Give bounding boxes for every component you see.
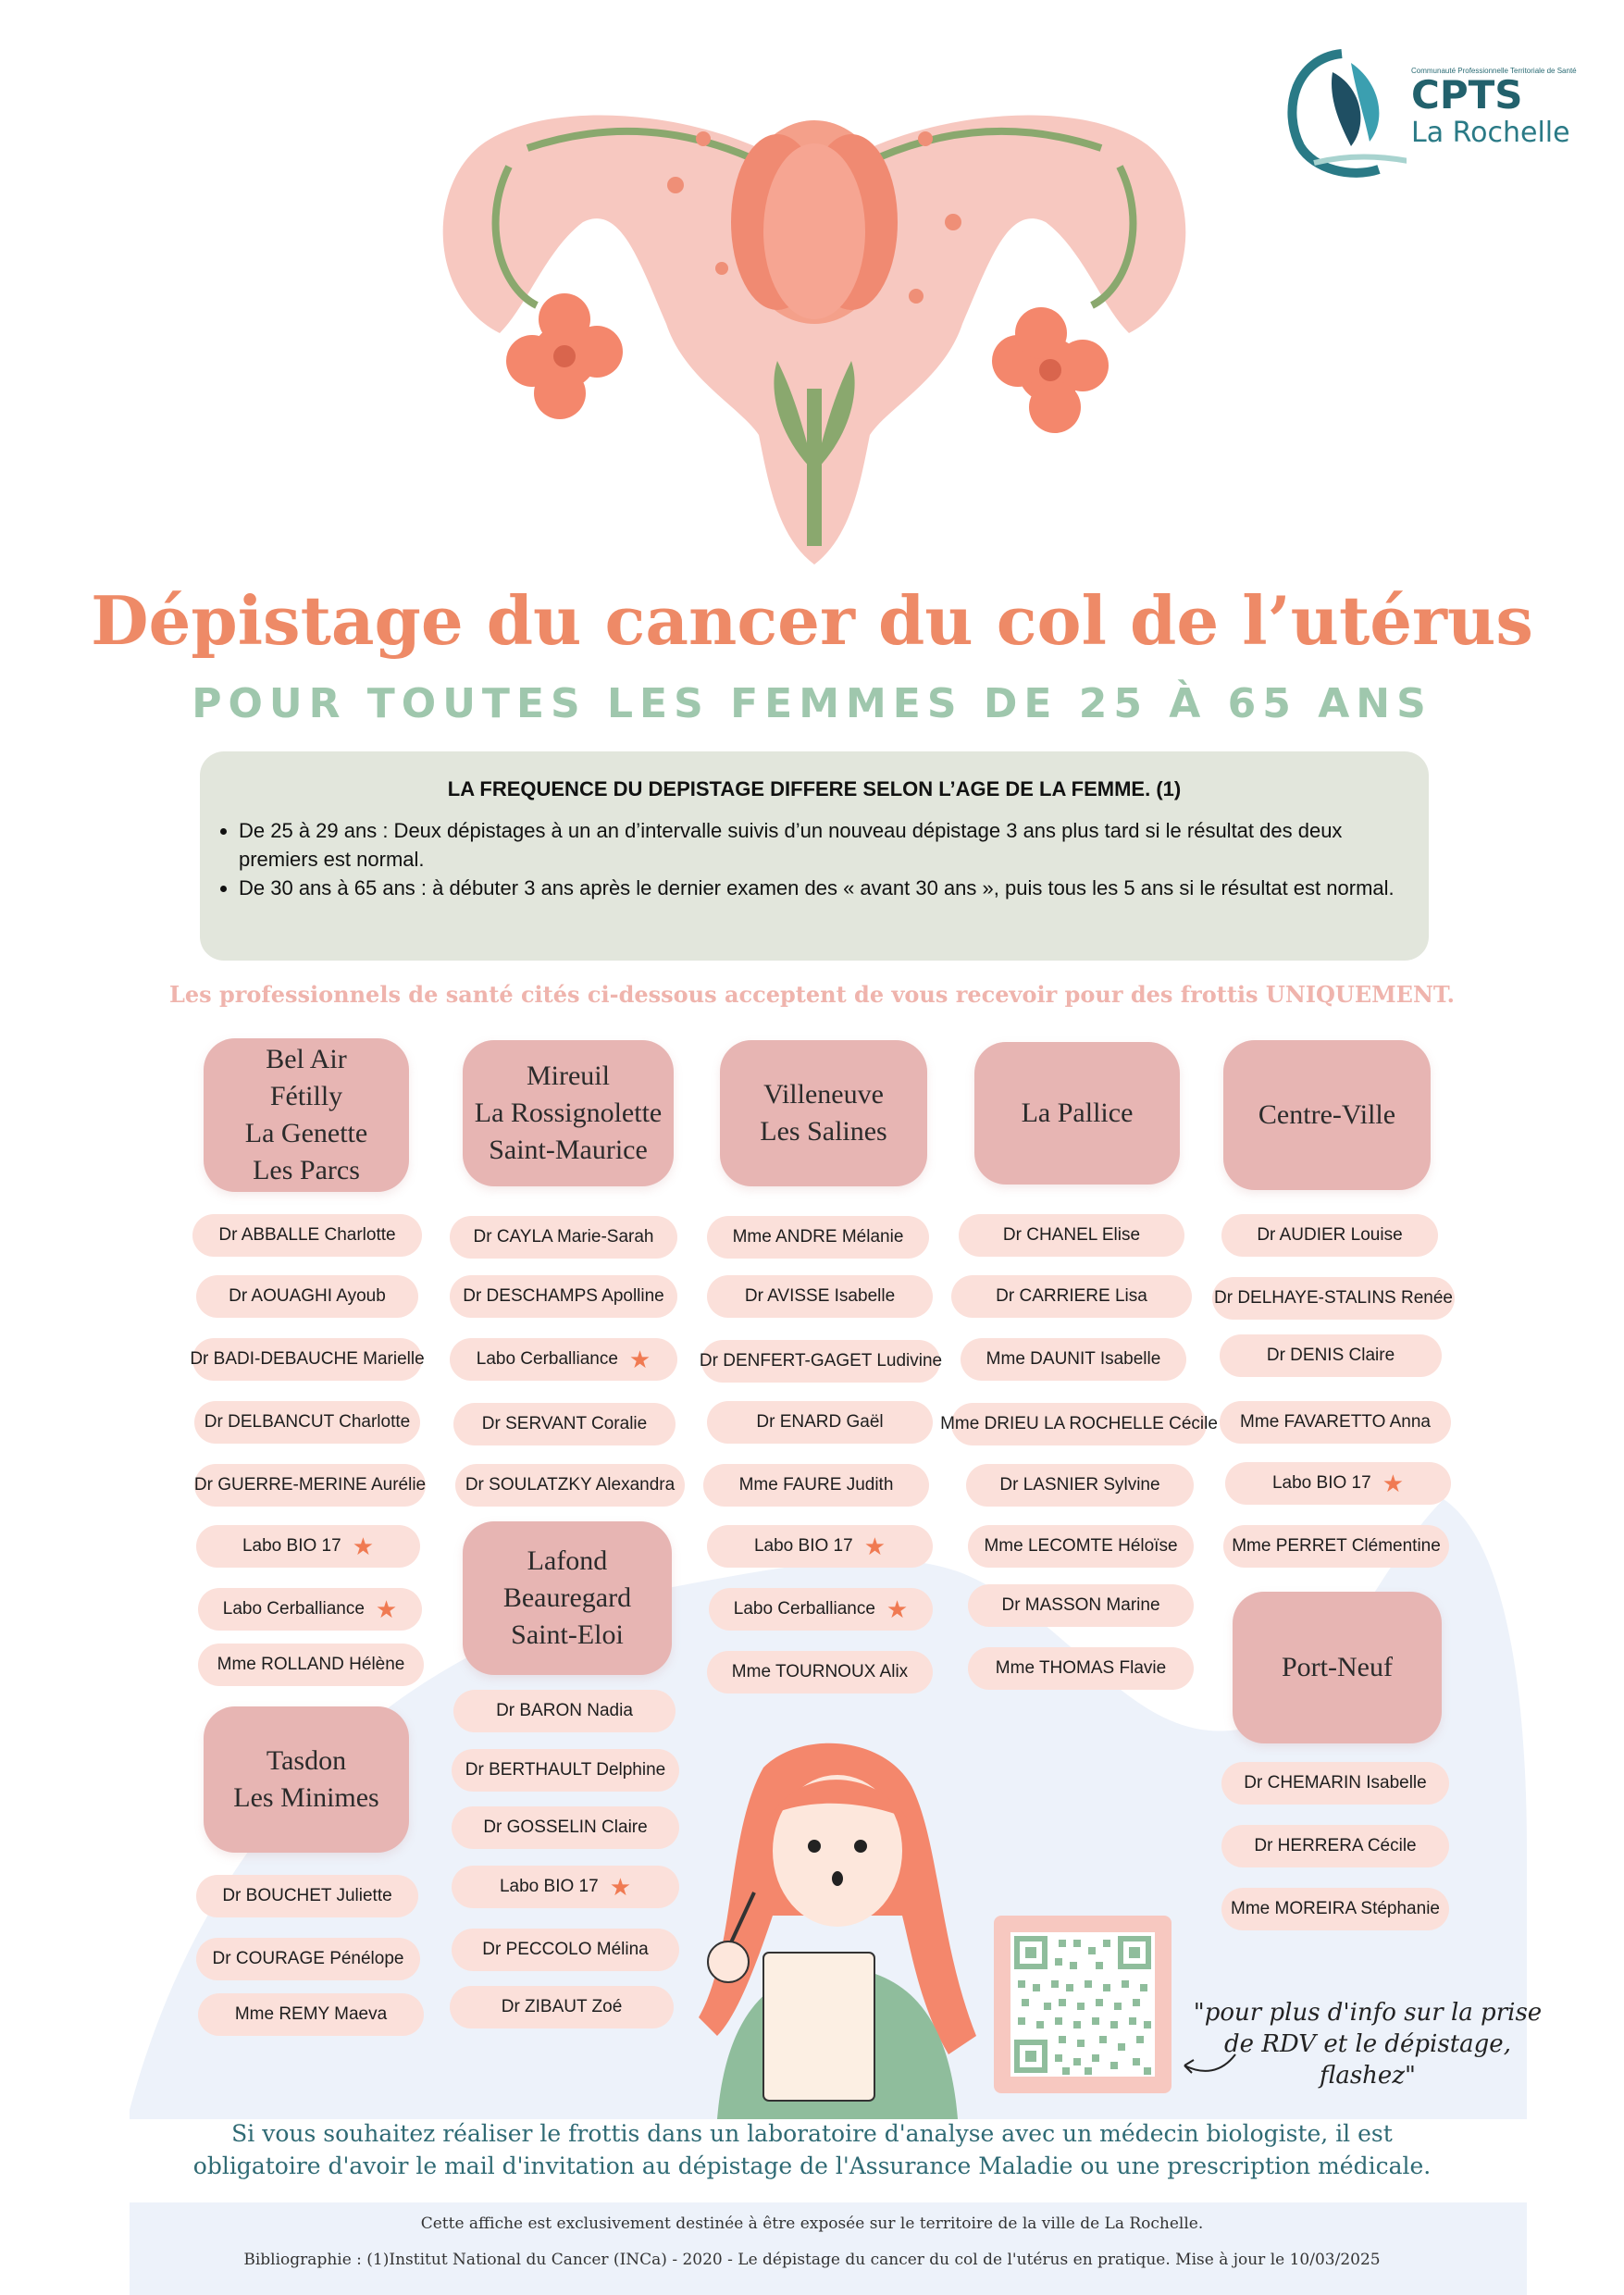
practitioner-item <box>198 1644 424 1686</box>
practitioner-item-lab <box>450 1338 677 1381</box>
lab-information <box>0 2117 1624 2182</box>
practitioner-item <box>194 1401 420 1444</box>
lab-information-text: Si vous souhaitez réaliser le frottis dans un laboratoire d'analyse avec un médecin biologiste, il est obligatoire d'avoir le mail d'invitation au dépistage de l'Assurance Maladie ou une prescription médicale. <box>192 2120 1432 2179</box>
practitioner-name: Dr LASNIER Sylvine <box>999 1475 1160 1495</box>
practitioner-item <box>968 1647 1194 1690</box>
practitioner-item-lab <box>709 1588 933 1631</box>
practitioner-item <box>450 1216 677 1259</box>
logo-tagline: Communauté Professionnelle Territoriale de Santé <box>1411 67 1577 75</box>
practitioner-name: Dr HERRERA Cécile <box>1254 1836 1417 1855</box>
practitioner-name: Mme THOMAS Flavie <box>995 1658 1167 1678</box>
practitioner-item <box>699 1340 943 1383</box>
practitioner-name: Dr AVISSE Isabelle <box>744 1286 896 1306</box>
practitioner-item <box>453 1690 676 1732</box>
star-icon: ★ <box>352 1532 374 1560</box>
cpts-logo-icon <box>1277 44 1407 183</box>
practitioner-item <box>453 1403 676 1445</box>
frequency-list <box>218 816 1423 902</box>
practitioner-name: Mme FAVARETTO Anna <box>1240 1412 1431 1432</box>
practitioner-name: Dr COURAGE Pénélope <box>212 1949 404 1968</box>
practitioner-item <box>450 1986 674 2028</box>
practitioner-name: Dr DESCHAMPS Apolline <box>463 1286 664 1306</box>
practitioner-item-lab <box>1225 1462 1451 1505</box>
practitioner-name: Mme MOREIRA Stéphanie <box>1231 1899 1440 1918</box>
practitioner-item <box>707 1216 929 1259</box>
star-icon: ★ <box>609 1873 631 1901</box>
star-icon: ★ <box>375 1595 398 1623</box>
star-icon: ★ <box>886 1595 909 1623</box>
practitioner-item <box>961 1338 1186 1381</box>
practitioner-item <box>194 1464 426 1507</box>
practitioner-item <box>940 1403 1218 1445</box>
frequency-box <box>200 751 1429 961</box>
frequency-item: • De 30 ans à 65 ans : à débuter 3 ans après le dernier examen des « avant 30 ans », puis tous les 5 ans si le résultat est normal. <box>239 874 1423 902</box>
practitioner-item <box>703 1464 929 1507</box>
practitioner-item <box>1220 1334 1442 1377</box>
practitioner-name: Dr CHANEL Elise <box>1002 1225 1141 1245</box>
practitioner-name: Dr SOULATZKY Alexandra <box>465 1475 676 1495</box>
practitioner-item <box>707 1651 933 1693</box>
practitioner-item <box>1223 1525 1449 1568</box>
practitioner-name: Dr DENIS Claire <box>1266 1346 1395 1365</box>
practitioner-name: Labo Cerballiance <box>222 1599 365 1619</box>
practitioner-name: Dr GOSSELIN Claire <box>483 1817 648 1837</box>
practitioner-name: Labo Cerballiance <box>476 1349 618 1369</box>
practitioner-name: Dr BOUCHET Juliette <box>222 1886 392 1905</box>
practitioner-name: Dr CHEMARIN Isabelle <box>1244 1773 1427 1793</box>
practitioner-item-lab <box>707 1525 933 1568</box>
practitioner-item <box>455 1464 685 1507</box>
practitioner-name: Mme ANDRE Mélanie <box>732 1227 904 1247</box>
practitioner-name: Dr AOUAGHI Ayoub <box>229 1286 386 1306</box>
practitioner-name: Dr ZIBAUT Zoé <box>501 1997 623 2016</box>
practitioner-name: Dr MASSON Marine <box>1001 1595 1160 1615</box>
practitioner-name: Dr DENFERT-GAGET Ludivine <box>699 1351 943 1371</box>
logo-name: CPTS <box>1411 72 1523 118</box>
footer-bibliography: Bibliographie : (1)Institut National du Cancer (INCa) - 2020 - Le dépistage du cancer du col de l'utérus en pratique. Mise à jour le 10/03/2025 <box>243 2251 1381 2269</box>
practitioner-name: Mme LECOMTE Héloïse <box>984 1536 1178 1556</box>
practitioner-name: Dr ABBALLE Charlotte <box>218 1225 396 1245</box>
practitioner-item <box>951 1275 1192 1318</box>
practitioner-name: Mme DAUNIT Isabelle <box>986 1349 1161 1369</box>
practitioner-item <box>196 1875 418 1917</box>
qr-code-icon[interactable] <box>1010 1932 1155 2077</box>
district-header-mireuil: Mireuil La Rossignolette Saint-Maurice <box>463 1040 674 1186</box>
practitioner-item <box>196 1938 420 1980</box>
practitioner-item <box>959 1214 1184 1257</box>
woman-illustration <box>662 1731 990 2119</box>
uterus-illustration <box>370 83 1258 574</box>
practitioner-name: Mme DRIEU LA ROCHELLE Cécile <box>940 1414 1218 1433</box>
practitioner-item-lab <box>196 1525 420 1568</box>
district-header-portneuf: Port-Neuf <box>1233 1592 1442 1743</box>
practitioner-item <box>1221 1825 1449 1867</box>
star-icon: ★ <box>863 1532 886 1560</box>
practitioner-name: Dr BERTHAULT Delphine <box>465 1760 666 1780</box>
practitioner-name: Dr CARRIERE Lisa <box>996 1286 1147 1306</box>
practitioner-item <box>452 1749 679 1792</box>
star-icon: ★ <box>1382 1470 1404 1497</box>
practitioner-name: Labo BIO 17 <box>1271 1473 1371 1493</box>
practitioner-name: Mme FAURE Judith <box>738 1475 894 1495</box>
practitioner-item-lab <box>198 1588 422 1631</box>
practitioner-name: Dr SERVANT Coralie <box>481 1414 648 1433</box>
practitioner-name: Labo Cerballiance <box>733 1599 875 1619</box>
star-icon: ★ <box>628 1346 651 1373</box>
practitioner-name: Dr ENARD Gaël <box>756 1412 884 1432</box>
practitioner-item <box>450 1275 677 1318</box>
practitioner-item <box>707 1401 933 1444</box>
qr-note: "pour plus d'info sur la prise de RDV et le dépistage, flashez" <box>1193 1999 1543 2090</box>
practitioner-item <box>192 1214 422 1257</box>
practitioner-item <box>190 1338 425 1381</box>
footer-display-note: Cette affiche est exclusivement destinée à être exposée sur le territoire de la ville de La Rochelle. <box>420 2214 1204 2233</box>
practitioner-item <box>1221 1214 1438 1257</box>
practitioner-item <box>198 1993 424 2036</box>
practitioner-item <box>968 1584 1194 1627</box>
page-title: Dépistage du cancer du col de l’utérus <box>91 581 1533 660</box>
practitioner-item <box>1220 1401 1451 1444</box>
practitioner-name: Dr CAYLA Marie-Sarah <box>473 1227 654 1247</box>
practitioner-name: Dr PECCOLO Mélina <box>482 1940 649 1959</box>
practitioner-name: Labo BIO 17 <box>499 1877 599 1896</box>
frequency-item: • De 25 à 29 ans : Deux dépistages à un an d’intervalle suivis d’un nouveau dépistage 3 ans plus tard si le résultat des deux premiers est normal. <box>239 816 1423 874</box>
practitioner-item <box>196 1275 418 1318</box>
practitioner-name: Dr AUDIER Louise <box>1257 1225 1403 1245</box>
practitioner-name: Mme ROLLAND Hélène <box>217 1655 405 1674</box>
practitioner-item <box>452 1806 679 1849</box>
practitioner-item <box>966 1464 1194 1507</box>
practitioner-name: Dr GUERRE-MERINE Aurélie <box>193 1475 427 1495</box>
notice-text: Les professionnels de santé cités ci-dessous acceptent de vous recevoir pour des frottis UNIQUEMENT. <box>168 981 1456 1008</box>
logo-city: La Rochelle <box>1411 117 1570 149</box>
district-header-belair: Bel Air Fétilly La Genette Les Parcs <box>204 1038 409 1192</box>
district-header-lafond: Lafond Beauregard Saint-Eloi <box>463 1521 672 1675</box>
district-header-villeneuve: Villeneuve Les Salines <box>720 1040 927 1186</box>
practitioner-name: Mme REMY Maeva <box>234 2004 388 2024</box>
practitioner-item-lab <box>452 1866 679 1908</box>
practitioner-name: Dr DELBANCUT Charlotte <box>204 1412 411 1432</box>
arrow-icon <box>1175 2045 1240 2082</box>
practitioner-item <box>968 1525 1194 1568</box>
practitioner-name: Dr BADI-DEBAUCHE Marielle <box>190 1349 425 1369</box>
page-subtitle: POUR TOUTES LES FEMMES DE 25 À 65 ANS <box>192 680 1432 727</box>
practitioner-name: Labo BIO 17 <box>242 1536 341 1556</box>
district-header-tasdon: Tasdon Les Minimes <box>204 1706 409 1853</box>
practitioner-name: Labo BIO 17 <box>753 1536 853 1556</box>
practitioner-name: Dr DELHAYE-STALINS Renée <box>1214 1288 1453 1308</box>
district-header-centre: Centre-Ville <box>1223 1040 1431 1190</box>
practitioner-item <box>1221 1762 1449 1805</box>
practitioner-name: Dr BARON Nadia <box>496 1701 633 1720</box>
practitioner-item <box>452 1929 679 1971</box>
practitioner-item <box>707 1275 933 1318</box>
practitioner-name: Mme TOURNOUX Alix <box>731 1662 909 1681</box>
frequency-heading: LA FREQUENCE DU DEPISTAGE DIFFERE SELON L’AGE DE LA FEMME. (1) <box>447 777 1182 800</box>
practitioner-item <box>1212 1277 1455 1320</box>
district-header-pallice: La Pallice <box>974 1042 1180 1185</box>
practitioner-name: Mme PERRET Clémentine <box>1232 1536 1441 1556</box>
practitioner-item <box>1221 1888 1449 1930</box>
